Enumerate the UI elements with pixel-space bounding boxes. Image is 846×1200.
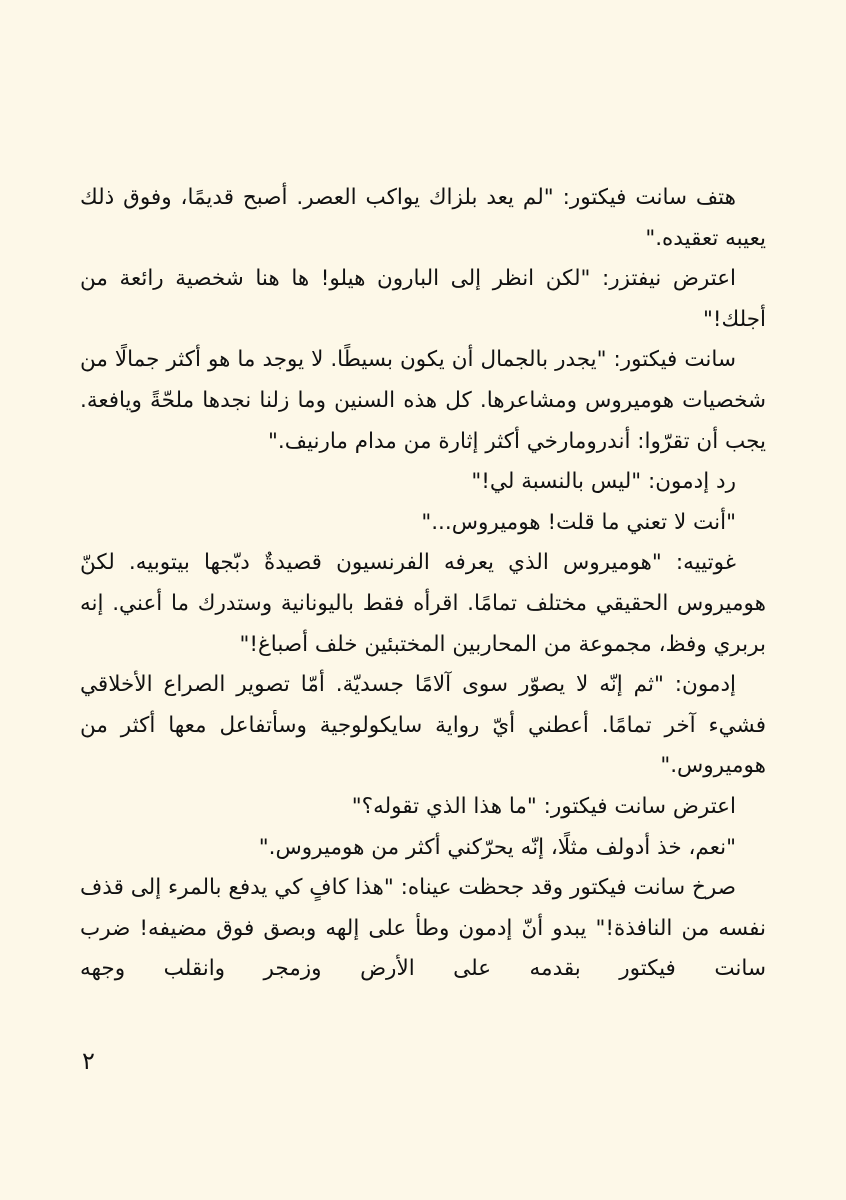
paragraph-3: سانت فيكتور: "يجدر بالجمال أن يكون بسيطًا. لا يوجد ما هو أكثر جمالًا من شخصيات هوميروس ومشاعرها. كل هذه السنين وما زلنا نجدها ملحّةً ويافعة. يجب أن تقرّوا: أندرومارخي أكثر إثارة من مدام مارنيف." [80, 347, 766, 454]
body-text [80, 178, 766, 990]
paragraph-9: "نعم، خذ أدولف مثلًا، إنّه يحرّكني أكثر من هوميروس." [258, 834, 736, 860]
paragraph-6: غوتييه: "هوميروس الذي يعرفه الفرنسيون قصيدةٌ دبّجها بيتوبيه. لكنّ هوميروس الحقيقي مختلف تمامًا. اقرأه فقط باليونانية وستدرك ما أعني. إنه بربري وفظ، مجموعة من المحاربين المختبئين خلف أصباغ!" [80, 550, 766, 657]
paragraph-2: اعترض نيفتزر: "لكن انظر إلى البارون هيلو! ها هنا شخصية رائعة من أجلك!" [80, 266, 766, 332]
paragraph-1: هتف سانت فيكتور: "لم يعد بلزاك يواكب العصر. أصبح قديمًا، وفوق ذلك يعيبه تعقيده." [80, 185, 766, 251]
paragraph-7: إدمون: "ثم إنّه لا يصوّر سوى آلامًا جسديّة. أمّا تصوير الصراع الأخلاقي فشيء آخر تمامًا. أعطني أيّ رواية سايكولوجية وسأتفاعل معها أكثر من هوميروس." [80, 672, 766, 779]
paragraph-10: صرخ سانت فيكتور وقد جحظت عيناه: "هذا كافٍ كي يدفع بالمرء إلى قذف نفسه من النافذة!" يبدو أنّ إدمون وطأ على إلهه وبصق فوق مضيفه! ضرب سانت فيكتور بقدمه على الأرض وزمجر وانقلب وجهه [80, 875, 766, 982]
page-number: ٢ [82, 1047, 95, 1075]
paragraph-5: "أنت لا تعني ما قلت! هوميروس..." [421, 509, 736, 535]
paragraph-4: رد إدمون: "ليس بالنسبة لي!" [471, 469, 736, 495]
paragraph-8: اعترض سانت فيكتور: "ما هذا الذي تقوله؟" [351, 793, 736, 819]
